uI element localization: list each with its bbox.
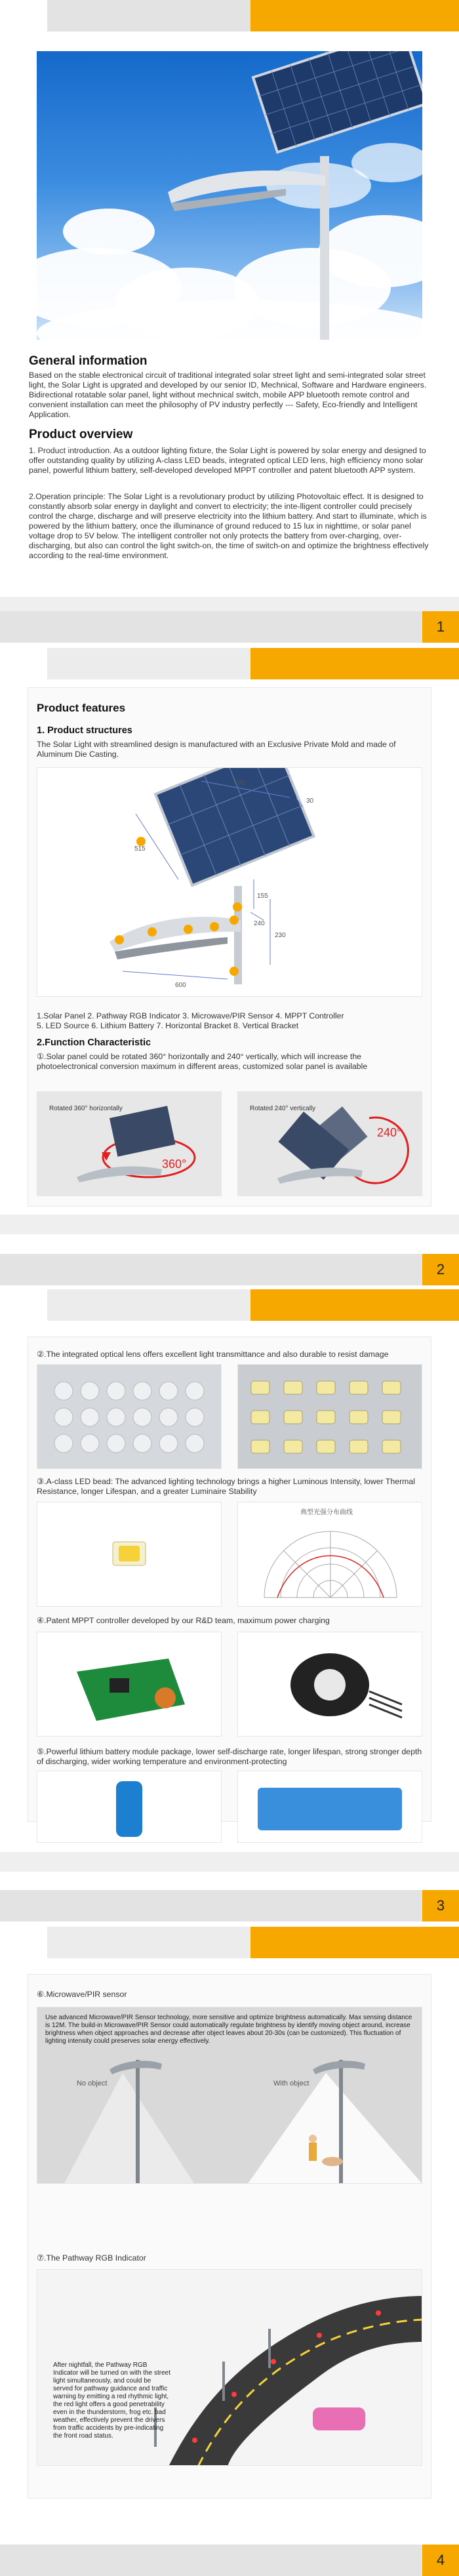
page-number-3: 3 xyxy=(422,1890,459,1922)
general-info-text: Based on the stable electronical circuit of traditional integrated solar street light and semi-integrated solar street light, the Solar Light is upgrated and developed by our senior ID, Mechnical, Software and Hardware engineers. Bidirectional rotatable solar panel, light without mechnical switch, mobile APP bluetooth remote control and convenient installation can meet the philosophy of PV industry perfectly --- Safety, Eco-friendly and Intelligent Application. xyxy=(29,371,427,419)
page-number-2: 2 xyxy=(422,1254,459,1285)
separator xyxy=(0,1215,459,1234)
rotate-360-label: 360° xyxy=(162,1157,187,1171)
product-structures-text: The Solar Light with streamlined design is manufactured with an Exclusive Private Mold and made of Aluminum Die Casting. xyxy=(37,740,396,759)
dim-label: 230 xyxy=(275,932,286,939)
no-object-label: No object xyxy=(77,2080,108,2087)
dim-label: 155 xyxy=(257,893,268,900)
battery-cell-image xyxy=(37,1771,222,1843)
led-bead-image xyxy=(37,1502,222,1607)
dim-label: 515 xyxy=(134,845,146,853)
page-bar-1 xyxy=(0,611,459,643)
led-board-image xyxy=(237,1364,422,1469)
rgb-indicator-description: After nightfall, the Pathway RGB Indicator will be turned on with the street light simultaneously, and could be served for pathway guidance and traffic warning by emitting a red rhythmic light, the red light offers a good penetrability even in the thunderstorm, frog etc. bad weather, effectively prevent the drivers from traffic accidents by pre-indicating the front road status. xyxy=(53,2362,170,2440)
function-2-text: ②.The integrated optical lens offers excellent light transmittance and also durable to resist damage xyxy=(37,1350,389,1359)
page-bar-2 xyxy=(0,1254,459,1285)
overview-para-2: 2.Operation principle: The Solar Light is a revolutionary product by utilizing Photovoltaic effect. It is designed to constantly absorb solar energy in daylight and convert to electricity; the inte-lligent controller could precisely control the charge, discharge and will preserve electricity into the lithium battery. And start to illuminate, which is powered by the lithium battery, once the illuminance of ground reduced to 15 lux in nighttime, or solar panel voltage drop to 5V below. The intelligent controller not only protects the battery from over-charging, over-discharging, but also can control the light switch-on, the time of switch-on and optimize the brightness effectively according to the real-time environment. xyxy=(29,492,429,560)
separator xyxy=(0,1852,459,1872)
rotate-240-label: 240° xyxy=(377,1126,402,1139)
top-bar xyxy=(0,0,459,31)
mppt-board-image xyxy=(37,1632,222,1737)
structure-diagram xyxy=(37,767,422,997)
page-bar-4 xyxy=(0,2545,459,2576)
product-features-title: Product features xyxy=(37,702,126,714)
sensor-module-image xyxy=(237,1632,422,1737)
lens-image xyxy=(37,1364,222,1469)
section-bar-2 xyxy=(0,1289,459,1321)
product-overview-title: Product overview xyxy=(29,428,133,441)
battery-pack-image xyxy=(237,1771,422,1843)
page-bar-3 xyxy=(0,1890,459,1922)
function-characteristic-title: 2.Function Characteristic xyxy=(37,1037,151,1048)
dim-label: 430 xyxy=(234,780,245,787)
parts-legend: 1.Solar Panel 2. Pathway RGB Indicator 3. Microwave/PIR Sensor 4. MPPT Controller 5. LED Source 6. Lithium Battery 7. Horizontal Bracket 8. Vertical Bracket xyxy=(37,1011,344,1030)
general-info-title: General information xyxy=(29,354,148,368)
function-6-title: ⑥.Microwave/PIR sensor xyxy=(37,1990,127,1999)
dim-label: 600 xyxy=(175,982,186,989)
street-light-illustration xyxy=(37,51,422,340)
product-structures-title: 1. Product structures xyxy=(37,725,132,736)
overview-para-1: 1. Product introduction. As a outdoor lighting fixture, the Solar Light is powered by solar energy and designed to offer outstanding quality by utilizing A-class LED beads, integrated optical LED lens, high efficiency mono solar panel, powerful lithium battery, self-developed developed MPPT controller and patent bluetooth APP system. xyxy=(29,446,426,475)
polar-distribution-image xyxy=(237,1502,422,1607)
section-bar-1 xyxy=(0,648,459,679)
hero-image xyxy=(37,51,422,340)
function-1-text: ①.Solar panel could be rotated 360° horizontally and 240° vertically, which will increase the photoelectronical conversion maximum in different areas, customized solar panel is available xyxy=(37,1052,368,1071)
dim-label: 30 xyxy=(306,797,314,805)
function-5-text: ⑤.Powerful lithium battery module package, lower self-discharge rate, longer lifespan, strong stronger depth of discharging, wider working temperature and environment-protecting xyxy=(37,1747,422,1766)
rotate-horizontal-label: Rotated 360° horizontally xyxy=(49,1105,123,1112)
rotate-horizontal-image xyxy=(37,1091,222,1196)
page-number-1: 1 xyxy=(422,611,459,643)
sensor-description: Use advanced Microwave/PIR Sensor technology, more sensitive and optimize brightness automatically. Max sensing distance is 12M. The build-in Microwave/PIR Sensor could automatically regulate brightness by identify moving object around, increase brightness when object approaches and decrease after object leaves about 20-30s (can be customized). This fluctuation of lighting intensity could preserves solar energy effectively. xyxy=(45,2014,412,2045)
section-bar-3 xyxy=(0,1927,459,1958)
function-4-text: ④.Patent MPPT controller developed by our R&D team, maximum power charging xyxy=(37,1616,330,1625)
function-7-title: ⑦.The Pathway RGB Indicator xyxy=(37,2253,146,2263)
rgb-indicator-illustration xyxy=(37,2269,422,2466)
rotate-vertical-label: Rotated 240° vertically xyxy=(250,1105,316,1112)
with-object-label: With object xyxy=(273,2080,309,2087)
dim-label: 240 xyxy=(254,920,265,927)
rotate-vertical-image xyxy=(237,1091,422,1196)
polar-title: 典型光强分布曲线 xyxy=(300,1509,353,1516)
page-number-4: 4 xyxy=(422,2545,459,2576)
function-3-text: ③.A-class LED bead: The advanced lighting technology brings a higher Luminous Intensity, lower Thermal Resistance, longer Lifespan, and a greater Luminaire Stability xyxy=(37,1477,415,1496)
sensor-illustration xyxy=(37,2007,422,2184)
